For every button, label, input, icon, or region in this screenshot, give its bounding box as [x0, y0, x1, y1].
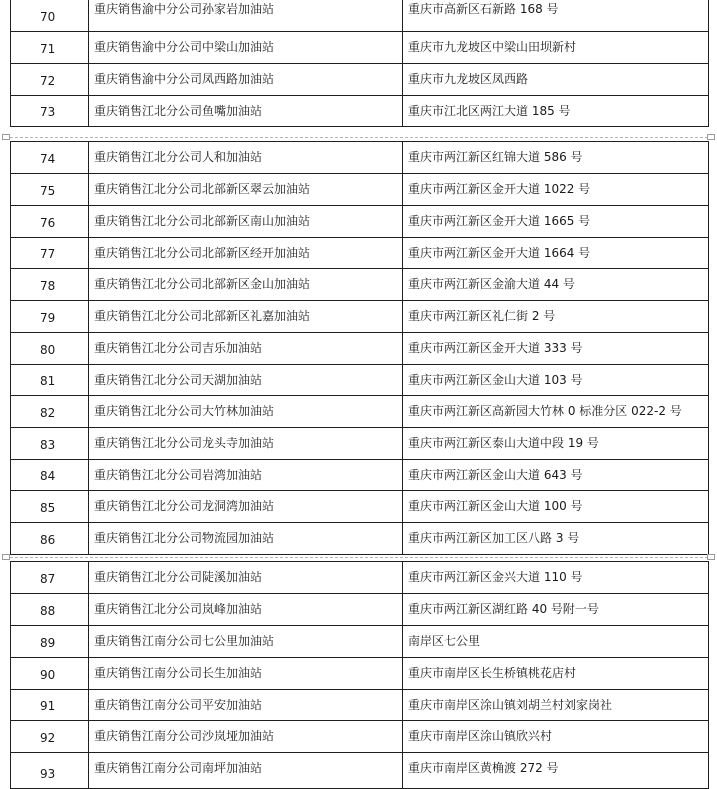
row-number: 73: [11, 96, 89, 127]
row-number: 81: [11, 365, 89, 396]
station-address: 重庆市高新区石新路 168 号: [403, 0, 709, 32]
station-address: 重庆市两江新区金山大道 643 号: [403, 460, 709, 491]
table-row: [11, 721, 709, 753]
station-name: 重庆销售江北分公司龙洞湾加油站: [89, 491, 403, 523]
station-name: 重庆销售江南分公司平安加油站: [89, 690, 403, 721]
station-address: 重庆市两江新区金兴大道 110 号: [403, 562, 709, 594]
station-name: 重庆销售江北分公司北部新区礼嘉加油站: [89, 301, 403, 333]
station-name: 重庆销售江南分公司七公里加油站: [89, 626, 403, 658]
table-row: [11, 174, 709, 206]
station-address: 重庆市南岸区涂山镇欣兴村: [403, 721, 709, 753]
row-number: 83: [11, 428, 89, 460]
row-number: 87: [11, 562, 89, 594]
table-row: [11, 301, 709, 333]
table-row: [11, 460, 709, 491]
station-address: 重庆市两江新区金开大道 1022 号: [403, 174, 709, 206]
row-number: 74: [11, 142, 89, 174]
row-number: 80: [11, 333, 89, 365]
row-number: 78: [11, 269, 89, 301]
station-address: 重庆市南岸区涂山镇刘胡兰村刘家岗社: [403, 690, 709, 721]
station-address: 重庆市两江新区金开大道 1665 号: [403, 206, 709, 238]
station-name: 重庆销售江北分公司龙头寺加油站: [89, 428, 403, 460]
row-number: 91: [11, 690, 89, 721]
row-number: 71: [11, 32, 89, 64]
station-table: [10, 141, 709, 555]
row-number: 88: [11, 594, 89, 626]
station-name: 重庆销售渝中分公司孙家岩加油站: [89, 0, 403, 32]
station-name: 重庆销售江北分公司天湖加油站: [89, 365, 403, 396]
row-number: 89: [11, 626, 89, 658]
station-address: 重庆市两江新区金山大道 100 号: [403, 491, 709, 523]
station-name: 重庆销售江北分公司人和加油站: [89, 142, 403, 174]
table-row: [11, 365, 709, 396]
station-name: 重庆销售江北分公司北部新区经开加油站: [89, 238, 403, 269]
station-name: 重庆销售江北分公司北部新区南山加油站: [89, 206, 403, 238]
row-number: 85: [11, 491, 89, 523]
station-name: 重庆销售江北分公司陡溪加油站: [89, 562, 403, 594]
table-row: [11, 753, 709, 789]
row-number: 77: [11, 238, 89, 269]
station-address: 重庆市两江新区红锦大道 586 号: [403, 142, 709, 174]
table-row: [11, 690, 709, 721]
station-address: 重庆市两江新区泰山大道中段 19 号: [403, 428, 709, 460]
row-number: 90: [11, 658, 89, 690]
station-name: 重庆销售江北分公司物流园加油站: [89, 523, 403, 555]
row-number: 72: [11, 64, 89, 96]
station-name: 重庆销售江南分公司南坪加油站: [89, 753, 403, 789]
station-address: 重庆市两江新区金山大道 103 号: [403, 365, 709, 396]
station-address: 重庆市两江新区高新园大竹林 0 标准分区 022-2 号: [403, 396, 709, 428]
station-address: 重庆市两江新区加工区八路 3 号: [403, 523, 709, 555]
table-row: [11, 64, 709, 96]
station-address: 重庆市两江新区礼仁街 2 号: [403, 301, 709, 333]
station-address: 重庆市南岸区黄桷渡 272 号: [403, 753, 709, 789]
station-table: [10, 0, 709, 127]
table-row: [11, 594, 709, 626]
table-row: [11, 0, 709, 32]
row-number: 70: [11, 0, 89, 32]
row-number: 79: [11, 301, 89, 333]
station-address: 重庆市两江新区金开大道 1664 号: [403, 238, 709, 269]
table-row: [11, 32, 709, 64]
station-address: 重庆市两江新区金开大道 333 号: [403, 333, 709, 365]
table-row: [11, 206, 709, 238]
table-row: [11, 333, 709, 365]
row-number: 86: [11, 523, 89, 555]
station-name: 重庆销售江南分公司沙岚垭加油站: [89, 721, 403, 753]
table-row: [11, 626, 709, 658]
row-number: 82: [11, 396, 89, 428]
table-row: [11, 142, 709, 174]
table-row: [11, 428, 709, 460]
row-number: 75: [11, 174, 89, 206]
station-name: 重庆销售渝中分公司中梁山加油站: [89, 32, 403, 64]
station-name: 重庆销售江北分公司北部新区翠云加油站: [89, 174, 403, 206]
station-name: 重庆销售江北分公司吉乐加油站: [89, 333, 403, 365]
station-name: 重庆销售江南分公司长生加油站: [89, 658, 403, 690]
page-break-separator: [0, 553, 717, 561]
row-number: 93: [11, 753, 89, 789]
station-address: 重庆市江北区两江大道 185 号: [403, 96, 709, 127]
station-table: [10, 561, 709, 789]
station-address: 重庆市两江新区湖红路 40 号附一号: [403, 594, 709, 626]
station-address: 重庆市九龙坡区凤西路: [403, 64, 709, 96]
station-name: 重庆销售渝中分公司凤西路加油站: [89, 64, 403, 96]
page-break-separator: [0, 133, 717, 141]
station-name: 重庆销售江北分公司鱼嘴加油站: [89, 96, 403, 127]
table-row: [11, 658, 709, 690]
row-number: 92: [11, 721, 89, 753]
table-row: [11, 96, 709, 127]
station-name: 重庆销售江北分公司大竹林加油站: [89, 396, 403, 428]
table-row: [11, 396, 709, 428]
station-address: 重庆市两江新区金渝大道 44 号: [403, 269, 709, 301]
row-number: 76: [11, 206, 89, 238]
table-row: [11, 269, 709, 301]
station-address: 重庆市南岸区长生桥镇桃花店村: [403, 658, 709, 690]
station-name: 重庆销售江北分公司北部新区金山加油站: [89, 269, 403, 301]
table-row: [11, 491, 709, 523]
station-name: 重庆销售江北分公司岚峰加油站: [89, 594, 403, 626]
row-number: 84: [11, 460, 89, 491]
table-row: [11, 523, 709, 555]
station-name: 重庆销售江北分公司岩湾加油站: [89, 460, 403, 491]
table-row: [11, 238, 709, 269]
table-row: [11, 562, 709, 594]
station-address: 南岸区七公里: [403, 626, 709, 658]
station-address: 重庆市九龙坡区中梁山田坝新村: [403, 32, 709, 64]
